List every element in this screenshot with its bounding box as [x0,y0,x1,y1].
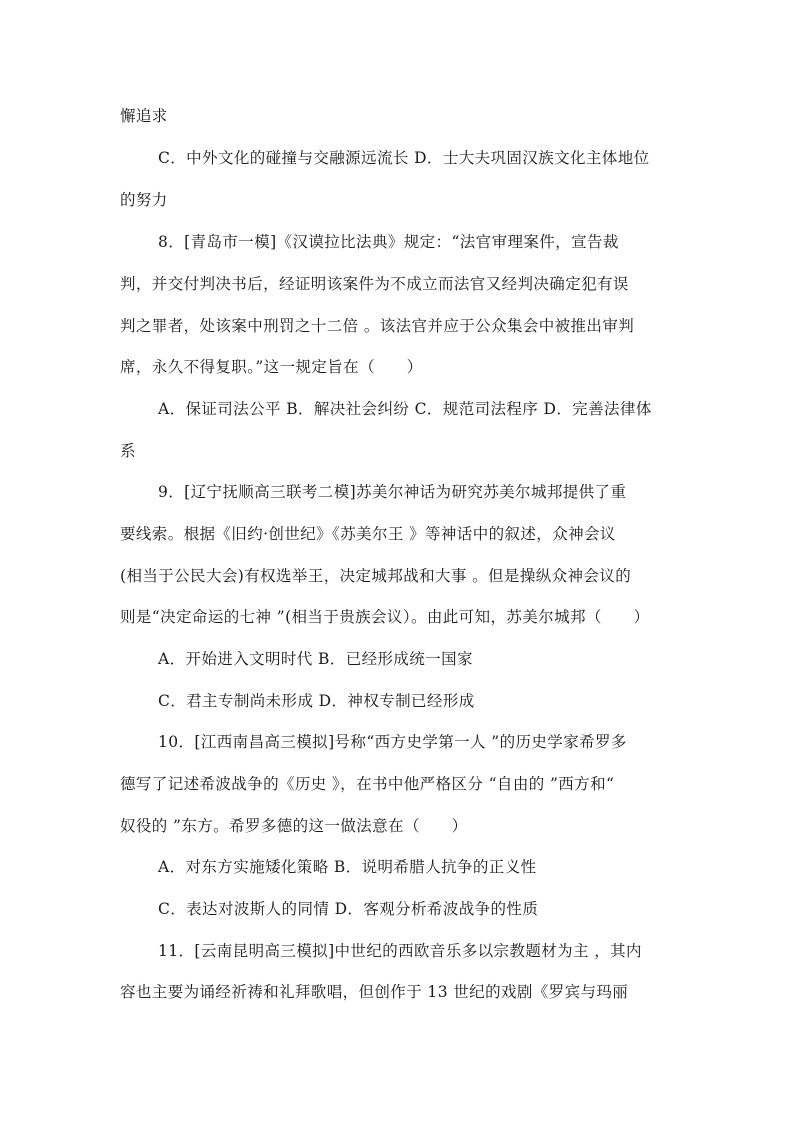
text-line: 则是“决定命运的七神 ”(相当于贵族会议）。由此可知，苏美尔城邦（ ） [120,608,650,626]
option-line: A．保证司法公平 B．解决社会纠纷 C．规范司法程序 D．完善法律体 [158,400,652,418]
option-line: C．中外文化的碰撞与交融源远流长 D．士大夫巩固汉族文化主体地位 [158,149,650,167]
text-line: 系 [120,442,136,460]
text-line: 容也主要为诵经祈祷和礼拜歌唱，但创作于 13 世纪的戏剧《罗宾与玛丽 [120,983,629,1001]
text-line: 懈追求 [120,107,168,125]
option-line: C．君主专制尚未形成 D．神权专制已经形成 [158,692,475,710]
question-9-stem: 9．[辽宁抚顺高三联考二模]苏美尔神话为研究苏美尔城邦提供了重 [158,483,627,501]
text-line: 德写了记述希波战争的《历史 》，在书中他严格区分 “自由的 ”西方和“ [120,775,615,793]
question-11-stem: 11．[云南昆明高三模拟]中世纪的西欧音乐多以宗教题材为主 ，其内 [158,942,642,960]
text-line: 要线索。根据《旧约·创世纪》《苏美尔王 》等神话中的叙述，众神会议 [120,525,616,543]
text-line: 的努力 [120,191,168,209]
option-line: A．对东方实施矮化策略 B．说明希腊人抗争的正义性 [158,858,537,876]
question-8-stem: 8．[青岛市一模]《汉谟拉比法典》规定：“法官审理案件，宣告裁 [158,233,619,251]
text-line: 判之罪者，处该案中刑罚之十二倍 。该法官并应于公众集会中被推出审判 [120,317,635,335]
question-10-stem: 10．[江西南昌高三模拟]号称“西方史学第一人 ”的历史学家希罗多 [158,733,627,751]
option-line: C．表达对波斯人的同情 D．客观分析希波战争的性质 [158,900,539,918]
text-line: 奴役的 ”东方。希罗多德的这一做法意在（ ） [120,817,468,835]
text-line: 席，永久不得复职。”这一规定旨在（ ） [120,358,423,376]
text-line: 判，并交付判决书后，经证明该案件为不成立而法官又经判决确定犯有误 [120,275,629,293]
option-line: A．开始进入文明时代 B．已经形成统一国家 [158,650,473,668]
text-line: (相当于公民大会)有权选举王，决定城邦战和大事 。但是操纵众神会议的 [120,567,632,585]
